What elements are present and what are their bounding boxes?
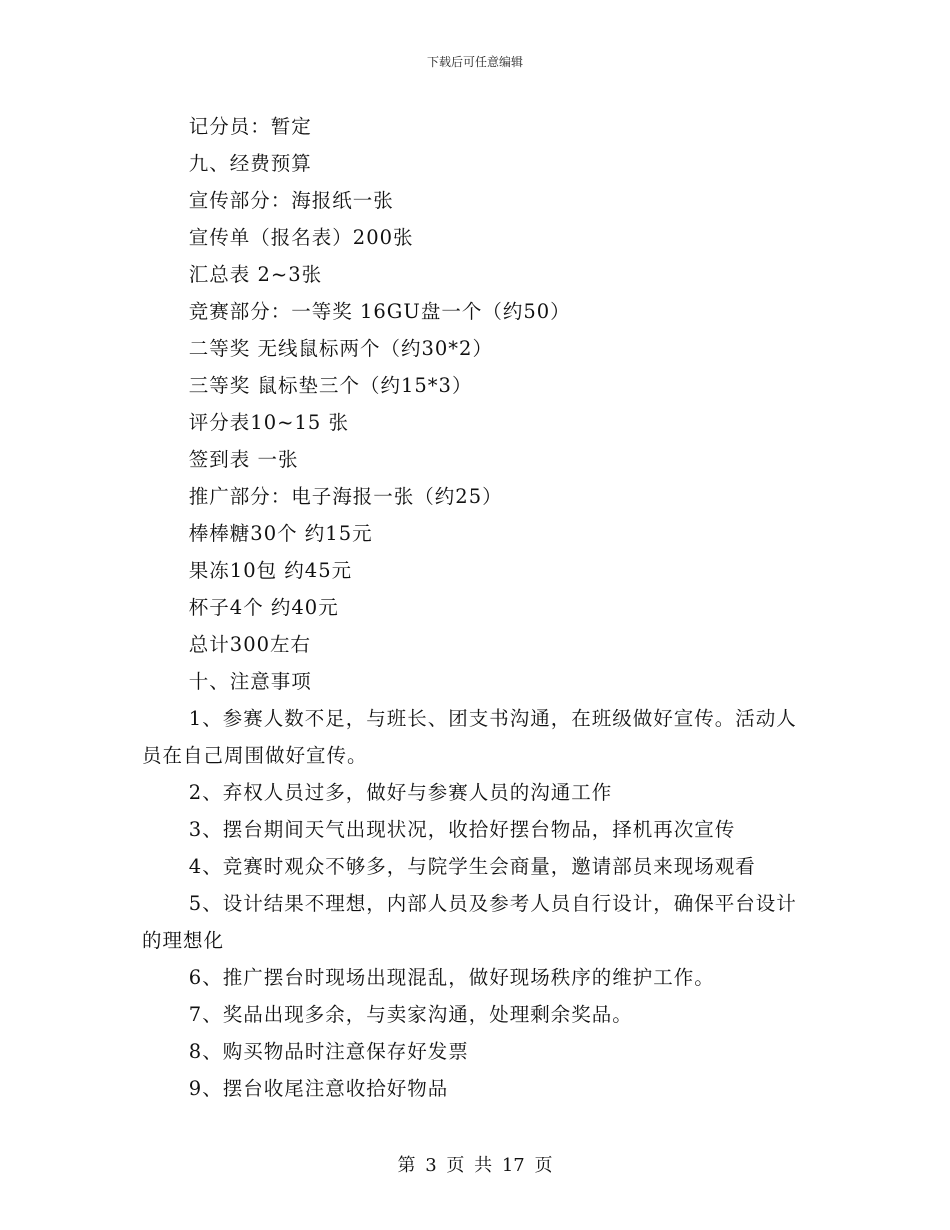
list-item: 2、弃权人员过多，做好与参赛人员的沟通工作 <box>188 781 613 804</box>
text-line: 总计300左右 <box>188 633 312 656</box>
list-item: 7、奖品出现多余，与卖家沟通，处理剩余奖品。 <box>188 1003 633 1026</box>
text-line: 棒棒糖30个 约15元 <box>188 522 373 545</box>
list-item: 6、推广摆台时现场出现混乱，做好现场秩序的维护工作。 <box>188 966 715 989</box>
list-item: 1、参赛人数不足，与班长、团支书沟通，在班级做好宣传。活动人员在自己周围做好宣传。 <box>142 707 797 767</box>
page-header: 下载后可任意编辑 <box>426 55 523 69</box>
text-line: 杯子4个 约40元 <box>188 596 339 619</box>
page-number-footer: 第 3 页 共 17 页 <box>397 1155 553 1176</box>
text-line: 记分员：暂定 <box>188 115 312 138</box>
list-item: 9、摆台收尾注意收拾好物品 <box>188 1077 449 1100</box>
text-line: 签到表 一张 <box>188 448 299 471</box>
text-line: 评分表10~15 张 <box>188 411 349 434</box>
text-line: 三等奖 鼠标垫三个（约15*3） <box>188 374 473 397</box>
text-line: 果冻10包 约45元 <box>188 559 353 582</box>
list-item: 5、设计结果不理想，内部人员及参考人员自行设计，确保平台设计的理想化 <box>142 892 797 952</box>
text-line: 汇总表 2~3张 <box>188 263 323 286</box>
list-item: 4、竞赛时观众不够多，与院学生会商量，邀请部员来现场观看 <box>188 855 756 878</box>
list-item: 8、购买物品时注意保存好发票 <box>188 1040 469 1063</box>
text-line: 推广部分：电子海报一张（约25） <box>188 485 503 508</box>
text-line: 竞赛部分：一等奖 16GU盘一个（约50） <box>188 300 571 323</box>
section-heading: 十、注意事项 <box>188 670 312 693</box>
text-line: 九、经费预算 <box>188 152 312 175</box>
text-line: 宣传单（报名表）200张 <box>188 226 414 249</box>
list-item: 3、摆台期间天气出现状况，收拾好摆台物品，择机再次宣传 <box>188 818 736 841</box>
text-line: 宣传部分：海报纸一张 <box>188 189 394 212</box>
document-body <box>142 108 814 1107</box>
text-line: 二等奖 无线鼠标两个（约30*2） <box>188 337 493 360</box>
